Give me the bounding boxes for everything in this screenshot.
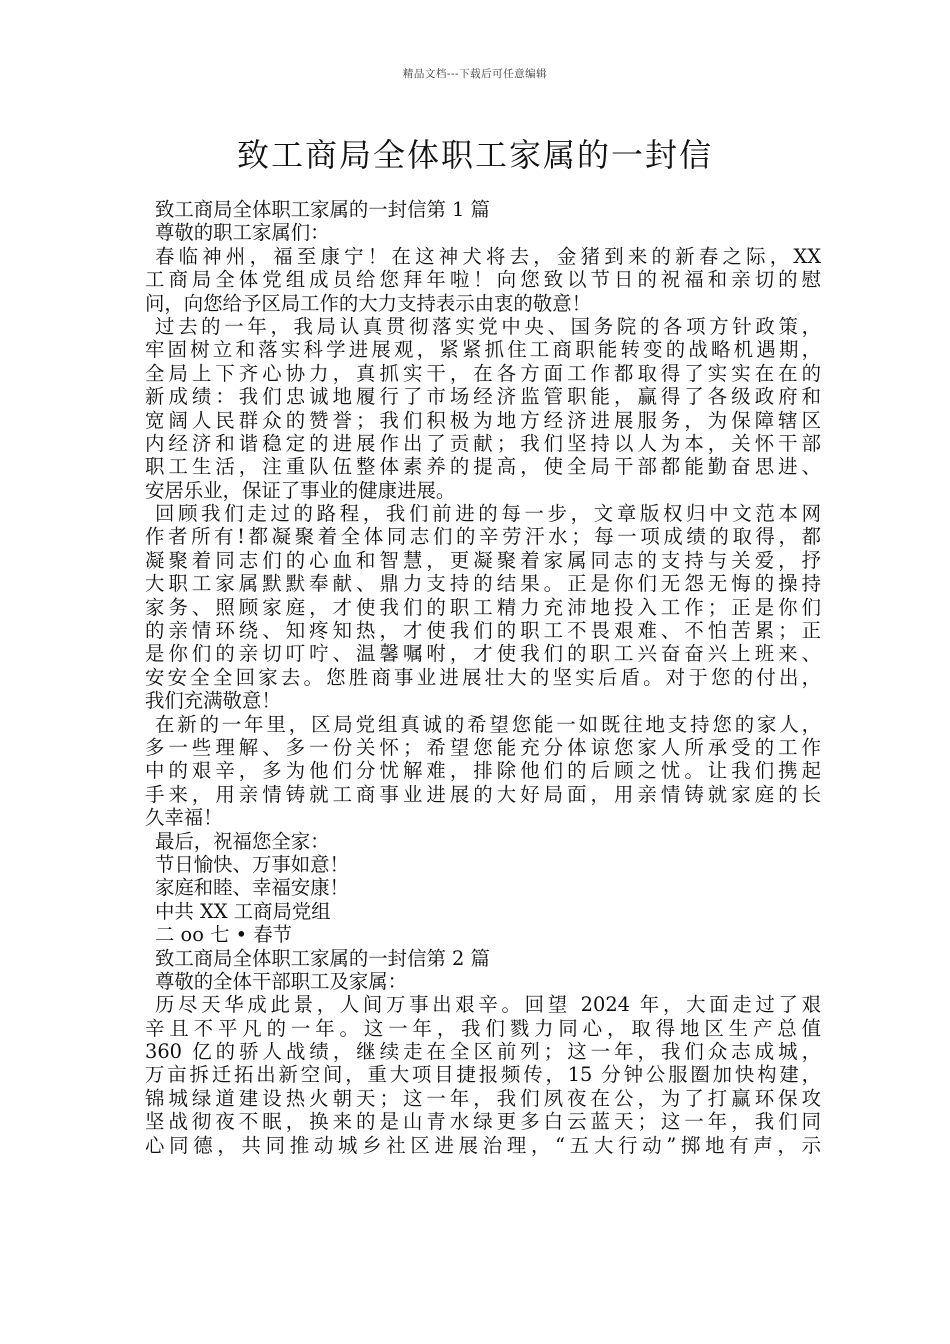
text-line: 久幸福！ bbox=[145, 806, 223, 830]
text-line: 中的艰辛，多为他们分忧解难，排除他们的后顾之忧。让我们携起 bbox=[145, 759, 821, 783]
text-line: 新成绩：我们忠诚地履行了市场经济监管职能，赢得了各级政府和 bbox=[145, 385, 821, 409]
document-body bbox=[145, 198, 821, 1157]
text-line: 是你们的亲切叮咛、温馨嘱咐，才使我们的职工兴奋奋兴上班来、 bbox=[145, 642, 821, 666]
text-line: 手来，用亲情铸就工商事业进展的大好局面，用亲情铸就家庭的长 bbox=[145, 782, 821, 806]
text-line: 在新的一年里，区局党组真诚的希望您能一如既往地支持您的家人， bbox=[155, 712, 821, 736]
text-line: 辛且不平凡的一年。这一年，我们戮力同心，取得地区生产总值 bbox=[145, 1016, 821, 1040]
text-line: 宽阔人民群众的赞誉；我们积极为地方经济进展服务，为保障辖区 bbox=[145, 408, 821, 432]
text-line: 安居乐业，保证了事业的健康进展。 bbox=[145, 478, 456, 502]
text-line: 春临神州，福至康宁！在这神犬将去，金猪到来的新春之际，XX bbox=[155, 244, 821, 268]
text-line: 坚战彻夜不眠，换来的是山青水绿更多白云蓝天；这一年，我们同 bbox=[145, 1110, 821, 1134]
text-line: 中共 XX 工商局党组 bbox=[155, 899, 331, 923]
text-line: 家务、照顾家庭，才使我们的职工精力充沛地投入工作；正是你们 bbox=[145, 595, 821, 619]
text-line: 安安全全回家去。您胜商事业进展壮大的坚实后盾。对于您的付出， bbox=[145, 665, 821, 689]
document-title: 致工商局全体职工家属的一封信 bbox=[236, 136, 713, 174]
text-line: 牢固树立和落实科学进展观，紧紧抓住工商职能转变的战略机遇期， bbox=[145, 338, 821, 362]
text-line: 360 亿的骄人战绩，继续走在全区前列；这一年，我们众志成城， bbox=[145, 1040, 821, 1064]
text-line: 历尽天华成此景，人间万事出艰辛。回望 2024 年，大面走过了艰 bbox=[155, 993, 821, 1017]
text-line: 尊敬的职工家属们： bbox=[155, 221, 330, 245]
text-line: 节日愉快、万事如意！ bbox=[155, 852, 349, 876]
text-line: 内经济和谐稳定的进展作出了贡献；我们坚持以人为本，关怀干部 bbox=[145, 431, 821, 455]
text-line: 职工生活，注重队伍整体素养的提高，使全局干部都能勤奋思进、 bbox=[145, 455, 821, 479]
text-line: 万亩拆迁拓出新空间，重大项目捷报频传，15 分钟公服圈加快构建， bbox=[145, 1063, 821, 1087]
text-line: 凝聚着同志们的心血和智慧，更凝聚着家属同志的支持与关爱，抒 bbox=[145, 548, 821, 572]
text-line: 致工商局全体职工家属的一封信第 2 篇 bbox=[155, 946, 490, 970]
text-line: 最后，祝福您全家： bbox=[155, 829, 330, 853]
text-line: 工商局全体党组成员给您拜年啦！向您致以节日的祝福和亲切的慰 bbox=[145, 268, 821, 292]
text-line: 过去的一年，我局认真贯彻落实党中央、国务院的各项方针政策， bbox=[155, 314, 821, 338]
text-line: 尊敬的全体干部职工及家属： bbox=[155, 969, 408, 993]
text-line: 作者所有!都凝聚着全体同志们的辛劳汗水；每一项成绩的取得，都 bbox=[145, 525, 821, 549]
text-line: 致工商局全体职工家属的一封信第 1 篇 bbox=[155, 198, 490, 221]
text-line: 的亲情环绕、知疼知热，才使我们的职工不畏艰难、不怕苦累；正 bbox=[145, 619, 821, 643]
text-line: 多一些理解、多一份关怀；希望您能充分体谅您家人所承受的工作 bbox=[145, 735, 821, 759]
text-line: 心同德，共同推动城乡社区进展治理，“五大行动”掷地有声，示 bbox=[145, 1133, 821, 1157]
text-line: 锦城绿道建设热火朝天；这一年，我们夙夜在公，为了打赢环保攻 bbox=[145, 1086, 821, 1110]
text-line: 我们充满敬意！ bbox=[145, 689, 281, 713]
text-line: 问，向您给予区局工作的大力支持表示由衷的敬意！ bbox=[145, 291, 591, 315]
text-line: 二 oo 七 • 春节 bbox=[155, 923, 293, 947]
text-line: 家庭和睦、幸福安康！ bbox=[155, 876, 349, 900]
page-header-note: 精品文档---下载后可任意编辑 bbox=[402, 68, 548, 80]
text-line: 回顾我们走过的路程，我们前进的每一步，文章版权归中文范本网 bbox=[155, 502, 821, 526]
text-line: 大职工家属默默奉献、鼎力支持的结果。正是你们无怨无悔的操持 bbox=[145, 572, 821, 596]
text-line: 全局上下齐心协力，真抓实干，在各方面工作都取得了实实在在的 bbox=[145, 361, 821, 385]
